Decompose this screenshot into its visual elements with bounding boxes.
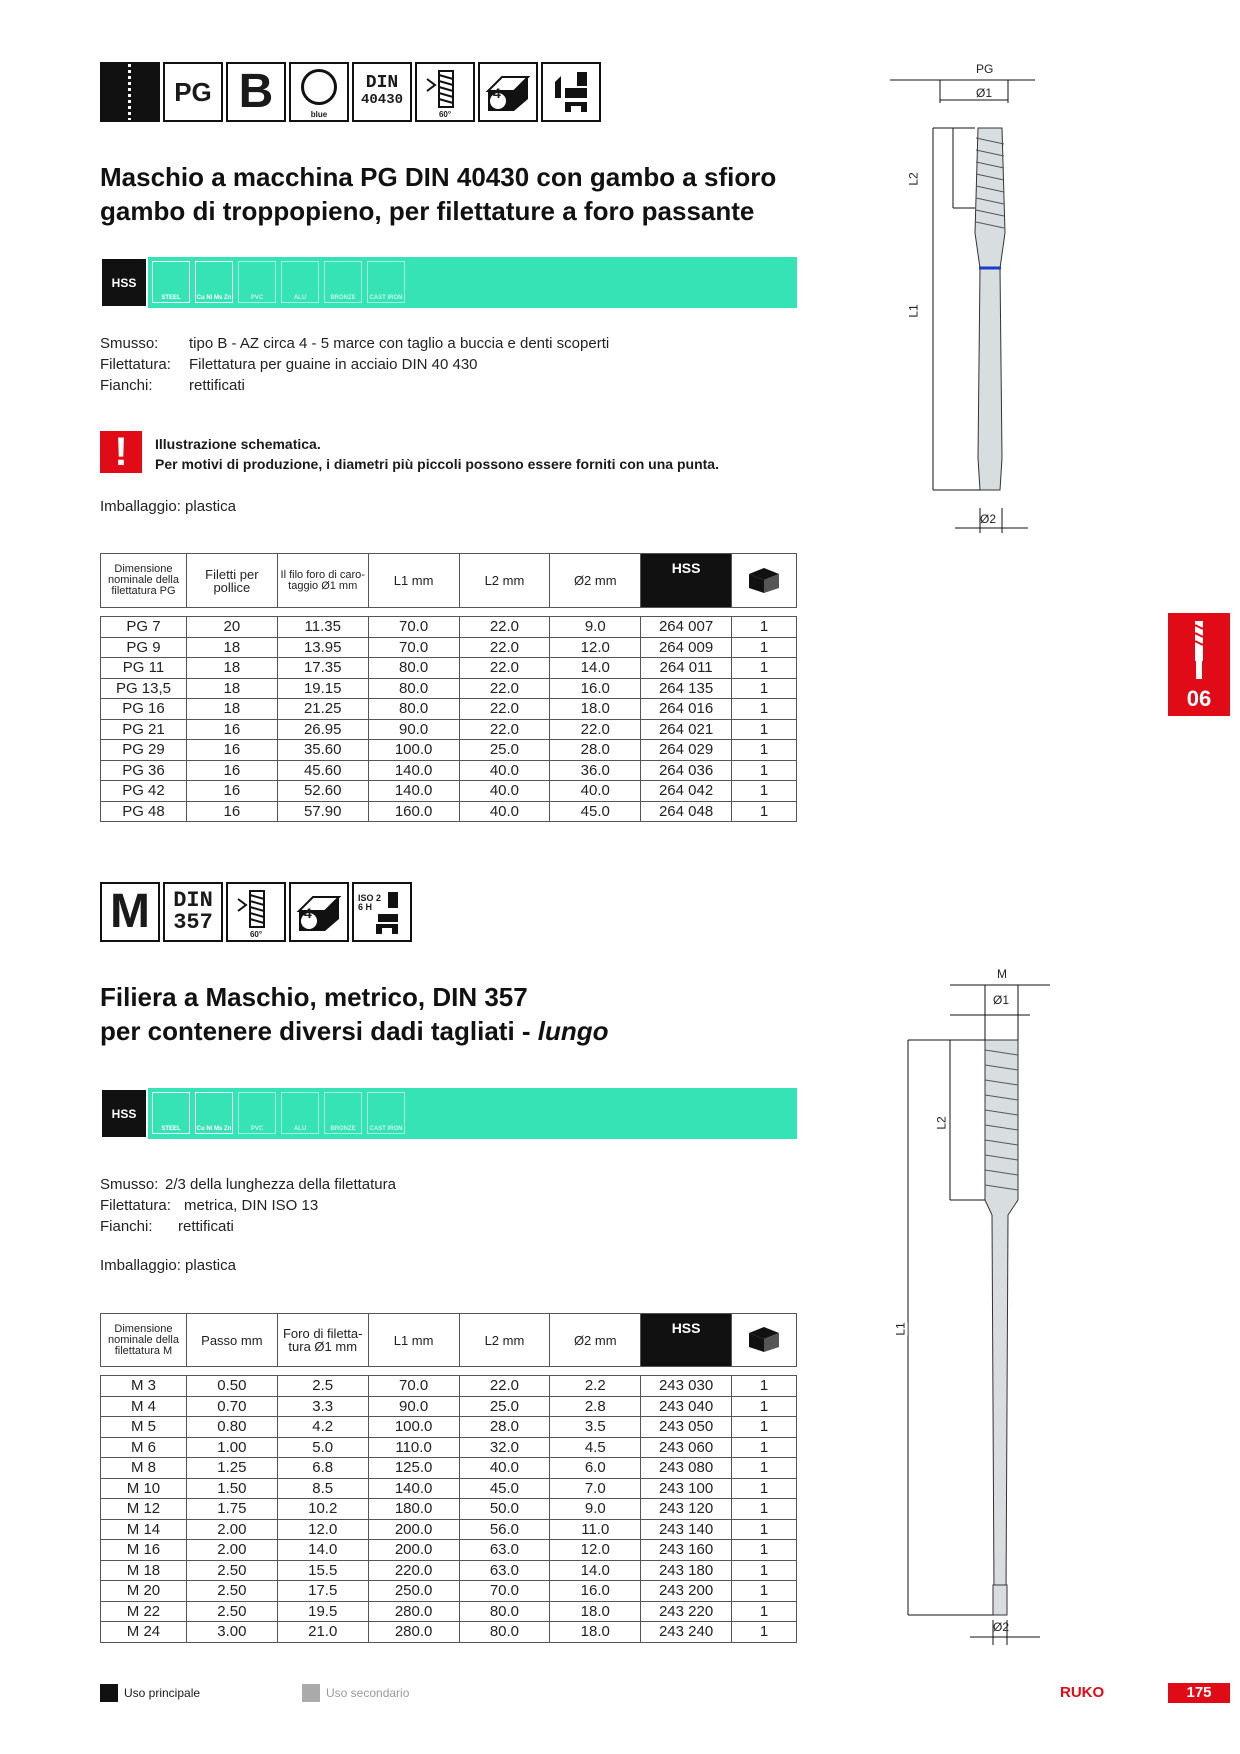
table-row	[101, 801, 797, 822]
table-row	[101, 1437, 797, 1458]
table-cell: 40.0	[459, 781, 550, 802]
table-cell: 25.0	[459, 1396, 550, 1417]
table-cell: PG 29	[101, 740, 187, 761]
material-band-2	[100, 1088, 797, 1139]
table-cell: M 3	[101, 1376, 187, 1397]
section2-specs	[100, 1174, 396, 1237]
table-cell: 22.0	[459, 699, 550, 720]
section1-title: Maschio a macchina PG DIN 40430 con gambo a sfioro gambo di troppopieno, per filettature a foro passante	[100, 162, 777, 226]
table-cell: 200.0	[368, 1540, 459, 1561]
class-4-icon: 4	[289, 882, 349, 942]
table-cell: 264 011	[641, 658, 732, 679]
table-cell: PG 13,5	[101, 678, 187, 699]
col-header: L1 mm	[368, 1314, 459, 1367]
table-cell: PG 7	[101, 617, 187, 638]
table-row	[101, 1560, 797, 1581]
table-cell: 20	[186, 617, 277, 638]
table-cell: 264 007	[641, 617, 732, 638]
thread-angle-icon: 60°	[415, 62, 475, 122]
material-castiron-icon: CAST IRON	[367, 1092, 405, 1134]
table-cell: 140.0	[368, 1478, 459, 1499]
table-cell: 2.50	[186, 1560, 277, 1581]
table-cell: M 8	[101, 1458, 187, 1479]
table-cell: 80.0	[368, 658, 459, 679]
table-cell: 7.0	[550, 1478, 641, 1499]
table-row	[101, 1519, 797, 1540]
table-cell: 140.0	[368, 781, 459, 802]
table-cell: 9.0	[550, 617, 641, 638]
table-cell: M 10	[101, 1478, 187, 1499]
table-cell: 22.0	[459, 678, 550, 699]
col-header: Dimensione nominale della filettatura PG	[101, 554, 187, 608]
table-cell: 1	[732, 1396, 797, 1417]
table-row	[101, 1622, 797, 1643]
table-cell: 264 009	[641, 637, 732, 658]
table-row	[101, 637, 797, 658]
table-cell: 12.0	[550, 1540, 641, 1561]
table-cell: 21.0	[277, 1622, 368, 1643]
section1-table	[100, 553, 797, 822]
table-cell: 1	[732, 658, 797, 679]
table-cell: 16	[186, 781, 277, 802]
iso-tolerance-icon: ISO 2 6 H	[352, 882, 412, 942]
section2-title: Filiera a Maschio, metrico, DIN 357 per contenere diversi dadi tagliati - lungo	[100, 982, 609, 1046]
table-cell: 1	[732, 1458, 797, 1479]
table-cell: 1	[732, 740, 797, 761]
hss-badge: HSS	[100, 1088, 148, 1139]
table-cell: 16	[186, 740, 277, 761]
table-cell: 22.0	[459, 658, 550, 679]
table-cell: 16.0	[550, 678, 641, 699]
table-cell: 1	[732, 1417, 797, 1438]
table-cell: 0.70	[186, 1396, 277, 1417]
table-row	[101, 719, 797, 740]
material-cuni-icon: Cu Ni Ms Zn	[195, 1092, 233, 1134]
dim-label-d1: Ø1	[993, 993, 1010, 1007]
table-cell: 5.0	[277, 1437, 368, 1458]
table-row	[101, 699, 797, 720]
table-cell: 125.0	[368, 1458, 459, 1479]
table-cell: 22.0	[459, 719, 550, 740]
feature-icons-row-2	[100, 882, 412, 942]
table-cell: 243 030	[641, 1376, 732, 1397]
table-cell: 264 042	[641, 781, 732, 802]
chapter-tab[interactable]: 06	[1168, 613, 1230, 716]
table-cell: 250.0	[368, 1581, 459, 1602]
table-row	[101, 1396, 797, 1417]
table-cell: 63.0	[459, 1560, 550, 1581]
table-cell: 40.0	[459, 760, 550, 781]
table-cell: 1	[732, 637, 797, 658]
table-row	[101, 658, 797, 679]
material-bronze-icon: BRONZE	[324, 1092, 362, 1134]
table-cell: PG 9	[101, 637, 187, 658]
table-cell: M 22	[101, 1601, 187, 1622]
table-cell: 22.0	[459, 1376, 550, 1397]
table-cell: 16	[186, 801, 277, 822]
table-cell: 243 080	[641, 1458, 732, 1479]
table-cell: 28.0	[550, 740, 641, 761]
table-cell: 36.0	[550, 760, 641, 781]
table-cell: 243 040	[641, 1396, 732, 1417]
table-cell: 80.0	[459, 1601, 550, 1622]
table-cell: 243 200	[641, 1581, 732, 1602]
table-cell: 32.0	[459, 1437, 550, 1458]
table-cell: M 5	[101, 1417, 187, 1438]
table-row	[101, 1540, 797, 1561]
table-row	[101, 760, 797, 781]
table-cell: M 4	[101, 1396, 187, 1417]
material-steel-icon: STEEL	[152, 261, 190, 303]
table-cell: 18.0	[550, 699, 641, 720]
table-row	[101, 678, 797, 699]
hss-badge: HSS	[100, 257, 148, 308]
table-cell: M 6	[101, 1437, 187, 1458]
col-header: Ø2 mm	[550, 554, 641, 608]
table-cell: 16.0	[550, 1581, 641, 1602]
table-cell: 14.0	[277, 1540, 368, 1561]
table-cell: 40.0	[459, 1458, 550, 1479]
table-cell: 80.0	[459, 1622, 550, 1643]
table-cell: 110.0	[368, 1437, 459, 1458]
table-cell: 17.5	[277, 1581, 368, 1602]
table-cell: 1	[732, 1519, 797, 1540]
table-cell: 180.0	[368, 1499, 459, 1520]
thread-angle-icon: 60°	[226, 882, 286, 942]
table-row	[101, 1601, 797, 1622]
blue-ring-icon: blue	[289, 62, 349, 122]
table-cell: 15.5	[277, 1560, 368, 1581]
table-cell: 56.0	[459, 1519, 550, 1540]
table-cell: 243 100	[641, 1478, 732, 1499]
warning-icon: !	[100, 431, 142, 473]
table-cell: 10.2	[277, 1499, 368, 1520]
table-cell: 70.0	[368, 637, 459, 658]
material-band	[100, 257, 797, 308]
col-header: Dimensione nominale della filettatura M	[101, 1314, 187, 1367]
table-cell: 0.50	[186, 1376, 277, 1397]
col-header: L2 mm	[459, 1314, 550, 1367]
table-cell: 12.0	[550, 637, 641, 658]
dim-label-l1: L1	[906, 304, 921, 318]
application-icon	[541, 62, 601, 122]
table-cell: 264 036	[641, 760, 732, 781]
dim-label-l2: L2	[934, 1116, 949, 1130]
steel-icon	[302, 1684, 320, 1702]
table-cell: 45.0	[550, 801, 641, 822]
table-cell: 18	[186, 699, 277, 720]
table-cell: PG 48	[101, 801, 187, 822]
table-cell: 70.0	[368, 617, 459, 638]
section1-specs	[100, 333, 609, 396]
material-bronze-icon: BRONZE	[324, 261, 362, 303]
tap-drawing-2	[890, 975, 1050, 1655]
table-cell: 1	[732, 1499, 797, 1520]
table-cell: 1	[732, 801, 797, 822]
dim-label-l2: L2	[906, 172, 921, 186]
table-cell: 3.5	[550, 1417, 641, 1438]
table-cell: 1	[732, 1560, 797, 1581]
table-cell: 18	[186, 658, 277, 679]
table-cell: 3.3	[277, 1396, 368, 1417]
table-cell: 1.75	[186, 1499, 277, 1520]
table-cell: 1.25	[186, 1458, 277, 1479]
table-row	[101, 1376, 797, 1397]
table-cell: 14.0	[550, 658, 641, 679]
table-cell: 28.0	[459, 1417, 550, 1438]
table-cell: 70.0	[459, 1581, 550, 1602]
table-cell: 80.0	[368, 678, 459, 699]
tap-drawing-1	[890, 58, 1050, 538]
table-cell: 6.0	[550, 1458, 641, 1479]
table-cell: 2.2	[550, 1376, 641, 1397]
table-cell: 264 021	[641, 719, 732, 740]
table-cell: 90.0	[368, 1396, 459, 1417]
table-cell: 264 016	[641, 699, 732, 720]
table-cell: 140.0	[368, 760, 459, 781]
spec-row: Fianchi: rettificati	[100, 377, 245, 394]
col-header: Passo mm	[186, 1314, 277, 1367]
table-cell: 280.0	[368, 1622, 459, 1643]
spec-row: Fianchi: rettificati	[100, 1218, 234, 1235]
package-box-icon	[732, 554, 797, 608]
pg-thread-icon: PG	[163, 62, 223, 122]
section1-packaging: Imballaggio: plastica	[100, 498, 236, 515]
table-cell: M 18	[101, 1560, 187, 1581]
table-cell: 243 180	[641, 1560, 732, 1581]
metric-thread-icon: M	[100, 882, 160, 942]
table-cell: 1	[732, 617, 797, 638]
table-cell: 25.0	[459, 740, 550, 761]
din-standard-icon: DIN 40430	[352, 62, 412, 122]
dim-label-l1: L1	[893, 1322, 908, 1336]
table-cell: 80.0	[368, 699, 459, 720]
table-cell: PG 42	[101, 781, 187, 802]
table-cell: 243 240	[641, 1622, 732, 1643]
table-cell: 22.0	[459, 637, 550, 658]
table-cell: 2.5	[277, 1376, 368, 1397]
col-header: Foro di filetta-tura Ø1 mm	[277, 1314, 368, 1367]
table-row	[101, 1581, 797, 1602]
dim-label-d2: Ø2	[980, 512, 997, 526]
material-alu-icon: ALU	[281, 1092, 319, 1134]
dim-label-d2: Ø2	[993, 1620, 1010, 1634]
spec-row: Smusso: 2/3 della lunghezza della filettatura	[100, 1176, 396, 1193]
table-cell: 4.5	[550, 1437, 641, 1458]
class-4-icon: 4	[478, 62, 538, 122]
table-cell: 1	[732, 1540, 797, 1561]
table-cell: 40.0	[550, 781, 641, 802]
table-cell: 22.0	[459, 617, 550, 638]
table-cell: 45.0	[459, 1478, 550, 1499]
table-cell: 243 050	[641, 1417, 732, 1438]
table-cell: 2.50	[186, 1601, 277, 1622]
table-cell: 6.8	[277, 1458, 368, 1479]
spec-row: Filettatura: metrica, DIN ISO 13	[100, 1197, 319, 1214]
table-cell: 19.15	[277, 678, 368, 699]
table-cell: 12.0	[277, 1519, 368, 1540]
table-cell: 160.0	[368, 801, 459, 822]
table-cell: 17.35	[277, 658, 368, 679]
package-box-icon	[732, 1314, 797, 1367]
material-alu-icon: ALU	[281, 261, 319, 303]
warning-text: Illustrazione schematica. Per motivi di produzione, i diametri più piccoli possono essere forniti con una punta.	[155, 436, 719, 472]
table-cell: 11.0	[550, 1519, 641, 1540]
footer-primary-use: Uso principale	[100, 1684, 200, 1702]
spec-row: Smusso: tipo B - AZ circa 4 - 5 marce con taglio a buccia e denti scoperti	[100, 335, 610, 352]
table-cell: 200.0	[368, 1519, 459, 1540]
table-row	[101, 781, 797, 802]
table-cell: PG 16	[101, 699, 187, 720]
material-pvc-icon: PVC	[238, 261, 276, 303]
table-cell: 1	[732, 1581, 797, 1602]
table-cell: PG 36	[101, 760, 187, 781]
table-cell: 22.0	[550, 719, 641, 740]
table-cell: 57.90	[277, 801, 368, 822]
col-header: L1 mm	[368, 554, 459, 608]
table-cell: PG 11	[101, 658, 187, 679]
table-cell: 50.0	[459, 1499, 550, 1520]
col-header: Ø2 mm	[550, 1314, 641, 1367]
table-cell: 264 048	[641, 801, 732, 822]
din-standard-icon: DIN 357	[163, 882, 223, 942]
section2-packaging: Imballaggio: plastica	[100, 1257, 236, 1274]
table-cell: 21.25	[277, 699, 368, 720]
table-cell: 8.5	[277, 1478, 368, 1499]
table-cell: 2.8	[550, 1396, 641, 1417]
col-header-hss: HSS	[641, 1314, 732, 1367]
dim-label-pg: PG	[976, 62, 994, 76]
material-steel-icon: STEEL	[152, 1092, 190, 1134]
table-cell: 3.00	[186, 1622, 277, 1643]
table-cell: 18	[186, 637, 277, 658]
table-cell: 1	[732, 1376, 797, 1397]
table-cell: 1	[732, 1622, 797, 1643]
col-header-hss: HSS	[641, 554, 732, 608]
material-pvc-icon: PVC	[238, 1092, 276, 1134]
table-cell: 1	[732, 1601, 797, 1622]
table-cell: 1	[732, 699, 797, 720]
table-cell: 243 160	[641, 1540, 732, 1561]
table-cell: M 14	[101, 1519, 187, 1540]
table-cell: 2.00	[186, 1519, 277, 1540]
table-cell: 1.50	[186, 1478, 277, 1499]
material-castiron-icon: CAST IRON	[367, 261, 405, 303]
brand-logo: RUKO	[1060, 1684, 1105, 1701]
table-cell: 40.0	[459, 801, 550, 822]
section2-table	[100, 1313, 797, 1643]
table-cell: 16	[186, 760, 277, 781]
table-cell: 18	[186, 678, 277, 699]
table-cell: 4.2	[277, 1417, 368, 1438]
col-header: Il filo foro di caro-taggio Ø1 mm	[277, 554, 368, 608]
table-cell: 52.60	[277, 781, 368, 802]
table-cell: 243 120	[641, 1499, 732, 1520]
table-cell: 280.0	[368, 1601, 459, 1622]
table-cell: 1	[732, 678, 797, 699]
table-cell: M 12	[101, 1499, 187, 1520]
page-number: 175	[1168, 1683, 1230, 1703]
table-cell: 90.0	[368, 719, 459, 740]
table-cell: 1	[732, 1437, 797, 1458]
table-cell: 2.50	[186, 1581, 277, 1602]
material-cuni-icon: Cu Ni Ms Zn	[195, 261, 233, 303]
table-cell: 18.0	[550, 1601, 641, 1622]
table-cell: 1	[732, 1478, 797, 1499]
table-cell: 11.35	[277, 617, 368, 638]
table-cell: M 20	[101, 1581, 187, 1602]
table-cell: 63.0	[459, 1540, 550, 1561]
tap-icon	[1190, 621, 1208, 681]
table-cell: 26.95	[277, 719, 368, 740]
table-cell: 18.0	[550, 1622, 641, 1643]
table-cell: 16	[186, 719, 277, 740]
chamfer-b-icon: B	[226, 62, 286, 122]
table-cell: 35.60	[277, 740, 368, 761]
table-cell: 264 029	[641, 740, 732, 761]
table-cell: 243 060	[641, 1437, 732, 1458]
dim-label-m: M	[997, 967, 1007, 981]
table-cell: M 24	[101, 1622, 187, 1643]
table-cell: 19.5	[277, 1601, 368, 1622]
col-header: Filetti per pollice	[186, 554, 277, 608]
table-row	[101, 740, 797, 761]
table-row	[101, 617, 797, 638]
steel-icon	[100, 1684, 118, 1702]
table-cell: 100.0	[368, 740, 459, 761]
table-cell: 243 220	[641, 1601, 732, 1622]
table-cell: 1	[732, 781, 797, 802]
table-cell: M 16	[101, 1540, 187, 1561]
table-cell: 70.0	[368, 1376, 459, 1397]
table-cell: 13.95	[277, 637, 368, 658]
spec-row: Filettatura: Filettatura per guaine in acciaio DIN 40 430	[100, 356, 478, 373]
table-cell: 1	[732, 719, 797, 740]
table-row	[101, 1417, 797, 1438]
table-cell: PG 21	[101, 719, 187, 740]
table-cell: 9.0	[550, 1499, 641, 1520]
table-row	[101, 1458, 797, 1479]
table-cell: 220.0	[368, 1560, 459, 1581]
table-cell: 243 140	[641, 1519, 732, 1540]
table-cell: 100.0	[368, 1417, 459, 1438]
table-cell: 0.80	[186, 1417, 277, 1438]
footer-secondary-use: Uso secondario	[302, 1684, 409, 1702]
table-cell: 2.00	[186, 1540, 277, 1561]
dim-label-d1: Ø1	[976, 86, 993, 100]
table-cell: 14.0	[550, 1560, 641, 1581]
table-cell: 45.60	[277, 760, 368, 781]
table-row	[101, 1499, 797, 1520]
table-cell: 264 135	[641, 678, 732, 699]
shank-type-icon	[100, 62, 160, 122]
table-row	[101, 1478, 797, 1499]
table-cell: 1	[732, 760, 797, 781]
col-header: L2 mm	[459, 554, 550, 608]
table-cell: 1.00	[186, 1437, 277, 1458]
feature-icons-row	[100, 62, 601, 122]
